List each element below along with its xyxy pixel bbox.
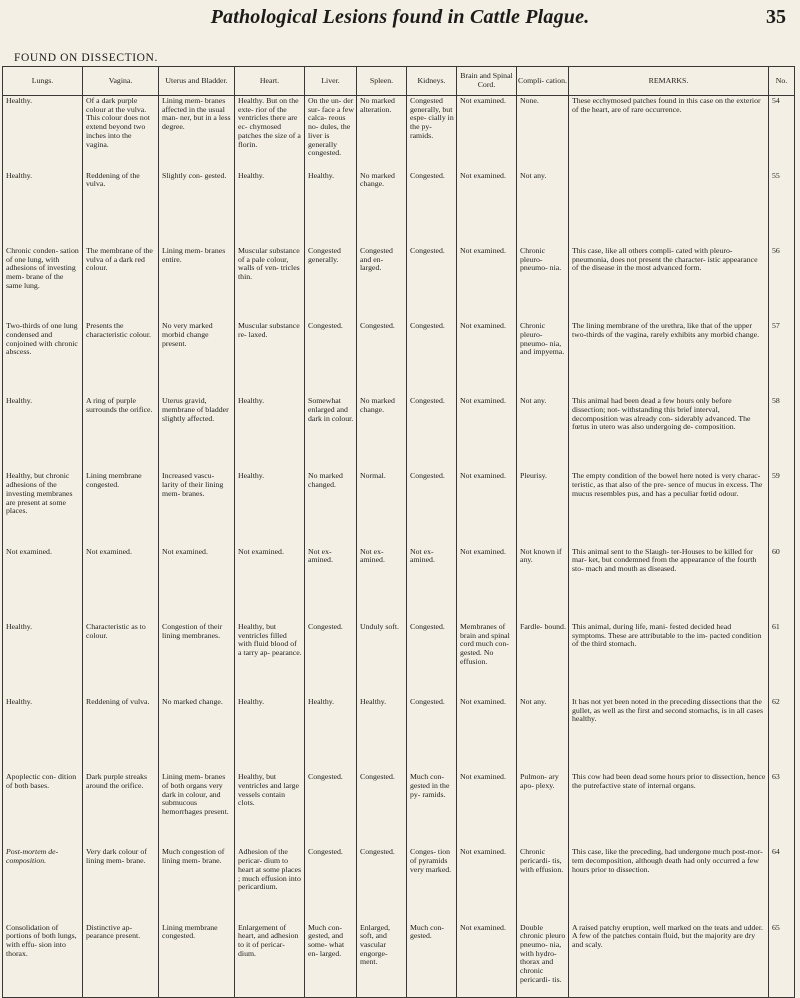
cell-remarks: This animal, during life, mani- fested decided head symptoms. These are attributable to the im- pacted condition of the third stomach. — [569, 622, 769, 697]
cell-remarks: This case, like all others compli- cated with pleuro-pneumonia, does not present the character- istic appearance of the disease in the most advanced form. — [569, 246, 769, 321]
cell-brain: Not examined. — [457, 321, 517, 396]
cell-uterus: Lining mem- branes entire. — [159, 246, 235, 321]
cell-lungs: Healthy. — [3, 622, 83, 697]
cell-liver: Congested. — [305, 847, 357, 922]
cell-spleen: Unduly soft. — [357, 622, 407, 697]
cell-kidneys: Congested. — [407, 471, 457, 546]
cell-vagina: Not examined. — [83, 547, 159, 622]
cell-brain: Not examined. — [457, 847, 517, 922]
cell-spleen: Congested and en- larged. — [357, 246, 407, 321]
cell-vagina: Dark purple streaks around the orifice. — [83, 772, 159, 847]
cell-spleen: No marked change. — [357, 171, 407, 246]
cell-heart: Healthy. — [235, 471, 305, 546]
column-header-kidneys: Kidneys. — [407, 67, 457, 96]
cell-brain: Not examined. — [457, 96, 517, 171]
cell-uterus: No marked change. — [159, 697, 235, 772]
cell-uterus: Increased vascu- larity of their lining mem- branes. — [159, 471, 235, 546]
cell-heart: Healthy, but ventricles filled with fluid blood of a tarry ap- pearance. — [235, 622, 305, 697]
cell-kidneys: Congested. — [407, 396, 457, 471]
cell-no: 64 — [769, 847, 795, 922]
table-row — [3, 847, 795, 922]
cell-complication: Chronic pericardi- tis, with effusion. — [517, 847, 569, 922]
column-header-heart: Heart. — [235, 67, 305, 96]
cell-complication: Not any. — [517, 697, 569, 772]
cell-liver: Congested. — [305, 622, 357, 697]
cell-spleen: Enlarged, soft, and vascular engorge- ment. — [357, 923, 407, 998]
cell-heart: Healthy. But on the exte- rior of the ventricles there are ec- chymosed patches the size of a florin. — [235, 96, 305, 171]
cell-kidneys: Not ex- amined. — [407, 547, 457, 622]
cell-remarks: This animal sent to the Slaugh- ter-Houses to be killed for mar- ket, but condemned from the appearance of the fourth sto- mach and mouth as diseased. — [569, 547, 769, 622]
cell-no: 60 — [769, 547, 795, 622]
cell-liver: Congested generally. — [305, 246, 357, 321]
cell-brain: Not examined. — [457, 171, 517, 246]
cell-uterus: Lining mem- branes of both organs very dark in colour, and submucous hemorrhages present. — [159, 772, 235, 847]
cell-heart: Healthy. — [235, 697, 305, 772]
cell-uterus: Slightly con- gested. — [159, 171, 235, 246]
cell-complication: Not any. — [517, 396, 569, 471]
cell-spleen: Healthy. — [357, 697, 407, 772]
table-row — [3, 396, 795, 471]
cell-lungs: Healthy. — [3, 96, 83, 171]
table-row — [3, 923, 795, 998]
cell-lungs: Not examined. — [3, 547, 83, 622]
cell-complication: Not any. — [517, 171, 569, 246]
cell-brain: Not examined. — [457, 772, 517, 847]
column-header-spleen: Spleen. — [357, 67, 407, 96]
cell-kidneys: Much con- gested in the py- ramids. — [407, 772, 457, 847]
column-header-liver: Liver. — [305, 67, 357, 96]
cell-vagina: Distinctive ap- pearance present. — [83, 923, 159, 998]
cell-lungs: Chronic conden- sation of one lung, with adhesions of investing mem- brane of the same lung. — [3, 246, 83, 321]
cell-heart: Healthy. — [235, 396, 305, 471]
cell-complication: None. — [517, 96, 569, 171]
cell-uterus: Congestion of their lining membranes. — [159, 622, 235, 697]
cell-uterus: Not examined. — [159, 547, 235, 622]
cell-lungs: Healthy. — [3, 396, 83, 471]
cell-no: 65 — [769, 923, 795, 998]
cell-vagina: Of a dark purple colour at the vulva. This colour does not extend beyond two inches into the vagina. — [83, 96, 159, 171]
cell-lungs: Apoplectic con- dition of both bases. — [3, 772, 83, 847]
section-heading: FOUND ON DISSECTION. — [14, 52, 158, 64]
cell-kidneys: Congested. — [407, 171, 457, 246]
cell-brain: Not examined. — [457, 547, 517, 622]
cell-brain: Membranes of brain and spinal cord much con- gested. No effusion. — [457, 622, 517, 697]
column-header-brain: Brain and Spinal Cord. — [457, 67, 517, 96]
table-row — [3, 471, 795, 546]
cell-lungs: Post-mortem de- composition. — [3, 847, 83, 922]
cell-no: 57 — [769, 321, 795, 396]
cell-no: 55 — [769, 171, 795, 246]
cell-vagina: Reddening of the vulva. — [83, 171, 159, 246]
cell-lungs: Two-thirds of one lung condensed and conjoined with chronic abscess. — [3, 321, 83, 396]
cell-remarks: It has not yet been noted in the preceding dissections that the gullet, as well as the first and second stomachs, is in all cases healthy. — [569, 697, 769, 772]
cell-vagina: Presents the characteristic colour. — [83, 321, 159, 396]
table-header-row — [3, 67, 795, 96]
cell-heart: Adhesion of the pericar- dium to heart at some places ; much effusion into pericardium. — [235, 847, 305, 922]
cell-spleen: No marked change. — [357, 396, 407, 471]
cell-vagina: Reddening of vulva. — [83, 697, 159, 772]
cell-uterus: Much congestion of lining mem- brane. — [159, 847, 235, 922]
cell-lungs: Consolidation of portions of both lungs, with effu- sion into thorax. — [3, 923, 83, 998]
cell-heart: Not examined. — [235, 547, 305, 622]
cell-uterus: No very marked morbid change present. — [159, 321, 235, 396]
cell-no: 54 — [769, 96, 795, 171]
cell-complication: Pleurisy. — [517, 471, 569, 546]
cell-no: 59 — [769, 471, 795, 546]
cell-complication: Not known if any. — [517, 547, 569, 622]
cell-lungs: Healthy, but chronic adhesions of the investing membranes are present at some places. — [3, 471, 83, 546]
cell-kidneys: Congested. — [407, 622, 457, 697]
cell-spleen: Congested. — [357, 321, 407, 396]
column-header-uterus: Uterus and Bladder. — [159, 67, 235, 96]
cell-complication: Pulmon- ary apo- plexy. — [517, 772, 569, 847]
cell-liver: Congested. — [305, 772, 357, 847]
column-header-vagina: Vagina. — [83, 67, 159, 96]
cell-no: 63 — [769, 772, 795, 847]
cell-vagina: A ring of purple surrounds the orifice. — [83, 396, 159, 471]
cell-liver: On the un- der sur- face a few calca- reous no- dules, the liver is generally congested. — [305, 96, 357, 171]
cell-remarks: The empty condition of the bowel here noted is very charac- teristic, as that also of the pre- sence of mucus in excess. The mucus resembles pus, and has a peculiar fœtid odour. — [569, 471, 769, 546]
cell-uterus: Lining mem- branes affected in the usual man- ner, but in a less degree. — [159, 96, 235, 171]
cell-no: 61 — [769, 622, 795, 697]
cell-uterus: Lining membrane congested. — [159, 923, 235, 998]
cell-liver: Healthy. — [305, 171, 357, 246]
cell-remarks: This animal had been dead a few hours only before dissection; not- withstanding this brief interval, decomposition was already con- siderably advanced. The fœtus in utero was also undergoing de- composition. — [569, 396, 769, 471]
cell-heart: Healthy, but ventricles and large vessels contain clots. — [235, 772, 305, 847]
cell-no: 62 — [769, 697, 795, 772]
cell-complication: Fardle- bound. — [517, 622, 569, 697]
cell-spleen: Congested. — [357, 772, 407, 847]
table-row — [3, 697, 795, 772]
cell-heart: Healthy. — [235, 171, 305, 246]
column-header-complication: Compli- cation. — [517, 67, 569, 96]
cell-remarks: These ecchymosed patches found in this case on the exterior of the heart, are of rare occurrence. — [569, 96, 769, 171]
table-row — [3, 547, 795, 622]
table-row — [3, 246, 795, 321]
cell-complication: Double chronic pleuro pneumo- nia, with hydro- thorax and chronic pericardi- tis. — [517, 923, 569, 998]
cell-heart: Muscular substance re- laxed. — [235, 321, 305, 396]
table-row — [3, 321, 795, 396]
cell-brain: Not examined. — [457, 471, 517, 546]
cell-vagina: Lining membrane congested. — [83, 471, 159, 546]
cell-complication: Chronic pleuro- pneumo- nia, and impyema. — [517, 321, 569, 396]
cell-spleen: No marked alteration. — [357, 96, 407, 171]
cell-liver: Congested. — [305, 321, 357, 396]
cell-heart: Enlargement of heart, and adhesion to it of pericar- dium. — [235, 923, 305, 998]
cell-remarks — [569, 171, 769, 246]
column-header-remarks: REMARKS. — [569, 67, 769, 96]
page-number: 35 — [766, 6, 786, 28]
cell-liver: Somewhat enlarged and dark in colour. — [305, 396, 357, 471]
table-row — [3, 622, 795, 697]
table-row — [3, 96, 795, 171]
cell-brain: Not examined. — [457, 396, 517, 471]
cell-no: 58 — [769, 396, 795, 471]
cell-vagina: Characteristic as to colour. — [83, 622, 159, 697]
cell-kidneys: Congested. — [407, 321, 457, 396]
cell-vagina: The membrane of the vulva of a dark red colour. — [83, 246, 159, 321]
column-header-no: No. — [769, 67, 795, 96]
table-row — [3, 171, 795, 246]
cell-brain: Not examined. — [457, 697, 517, 772]
cell-brain: Not examined. — [457, 923, 517, 998]
cell-spleen: Not ex- amined. — [357, 547, 407, 622]
cell-kidneys: Congested generally, but espe- cially in the py- ramids. — [407, 96, 457, 171]
cell-liver: No marked changed. — [305, 471, 357, 546]
table-row — [3, 772, 795, 847]
cell-kidneys: Conges- tion of pyramids very marked. — [407, 847, 457, 922]
page-title: Pathological Lesions found in Cattle Plague. — [210, 6, 590, 28]
cell-kidneys: Congested. — [407, 246, 457, 321]
cell-kidneys: Much con- gested. — [407, 923, 457, 998]
cell-vagina: Very dark colour of lining mem- brane. — [83, 847, 159, 922]
cell-brain: Not examined. — [457, 246, 517, 321]
cell-no: 56 — [769, 246, 795, 321]
column-header-lungs: Lungs. — [3, 67, 83, 96]
cell-lungs: Healthy. — [3, 697, 83, 772]
cell-remarks: A raised patchy eruption, well marked on the teats and udder. A few of the patches contain fluid, but the majority are dry and scaly. — [569, 923, 769, 998]
cell-liver: Healthy. — [305, 697, 357, 772]
dissection-table — [2, 66, 795, 998]
cell-liver: Not ex- amined. — [305, 547, 357, 622]
cell-lungs: Healthy. — [3, 171, 83, 246]
cell-spleen: Congested. — [357, 847, 407, 922]
cell-remarks: This cow had been dead some hours prior to dissection, hence the putrefactive state of internal organs. — [569, 772, 769, 847]
cell-uterus: Uterus gravid, membrane of bladder slightly affected. — [159, 396, 235, 471]
cell-liver: Much con- gested, and some- what en- larged. — [305, 923, 357, 998]
cell-remarks: This case, like the preceding, had undergone much post-mor- tem decomposition, although death had only occurred a few hours prior to dissection. — [569, 847, 769, 922]
cell-spleen: Normal. — [357, 471, 407, 546]
cell-heart: Muscular substance of a pale colour, walls of ven- tricles thin. — [235, 246, 305, 321]
cell-remarks: The lining membrane of the urethra, like that of the upper two-thirds of the vagina, rarely exhibits any morbid change. — [569, 321, 769, 396]
cell-kidneys: Congested. — [407, 697, 457, 772]
cell-complication: Chronic pleuro- pneumo- nia. — [517, 246, 569, 321]
